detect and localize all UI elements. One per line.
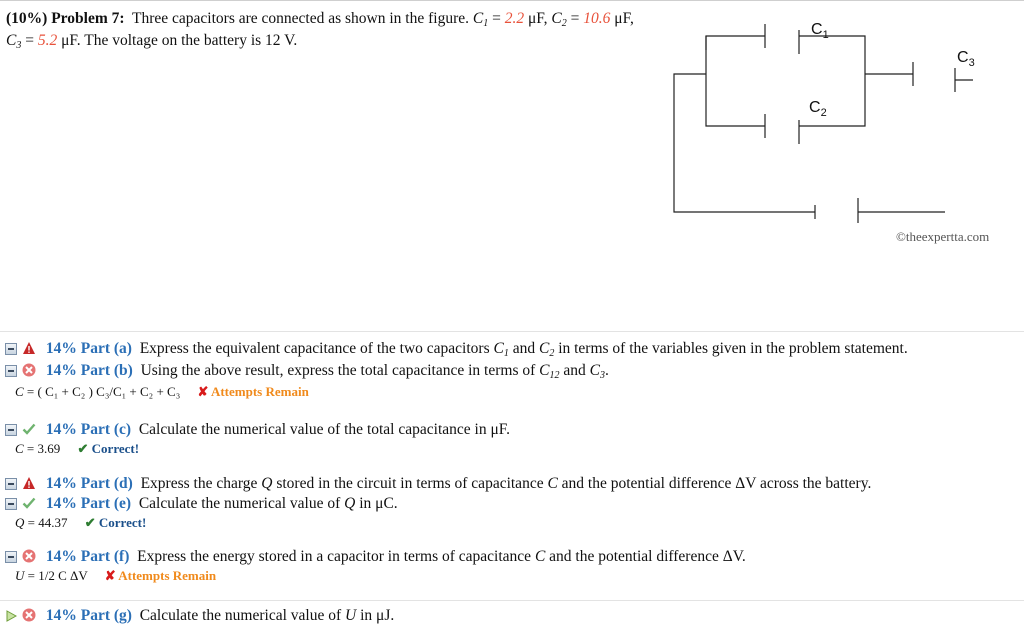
separator (0, 600, 1024, 601)
checkmark-icon (22, 422, 36, 436)
checkmark-icon: ✔ (77, 441, 89, 456)
wire-c2 (706, 36, 765, 126)
var: $C_2$ (538, 340, 555, 359)
label-c1: $C_1$ (811, 21, 829, 41)
answer-b (15, 383, 309, 401)
part-label[interactable]: 14% Part (f) (45, 548, 130, 565)
minus-square-icon[interactable] (5, 478, 17, 490)
part-text: Calculate the numerical value of (139, 607, 342, 624)
problem-label: Problem 7: (51, 10, 125, 27)
part-text: and the potential difference ΔV across the battery. (561, 475, 872, 492)
part-text: stored in the circuit in terms of capacitance (276, 475, 544, 492)
var: C (547, 475, 558, 492)
answer-variable: C (15, 384, 24, 399)
feedback-text: Correct! (98, 515, 147, 530)
answer-e (15, 514, 146, 532)
part-label[interactable]: 14% Part (c) (45, 421, 132, 438)
circuit-diagram (665, 8, 1024, 223)
wire-c1 (706, 36, 765, 50)
label-c3: $C_3$ (957, 49, 975, 69)
var: C (534, 548, 546, 565)
part-f (5, 547, 746, 567)
var: U (345, 607, 357, 624)
minus-square-icon[interactable] (5, 343, 17, 355)
answer-value: = 3.69 (26, 441, 61, 456)
c1-value: 2.2 (504, 10, 525, 27)
x-icon: ✘ (197, 384, 209, 399)
feedback-badge (198, 384, 309, 399)
problem-statement (6, 8, 646, 52)
part-text: Calculate the numerical value of (138, 495, 341, 512)
part-b (5, 361, 609, 381)
x-circle-icon (22, 608, 36, 622)
label-c2: $C_2$ (809, 99, 827, 119)
part-text: and (512, 340, 536, 357)
c2-unit: μF, (614, 10, 634, 27)
part-text: Express the equivalent capacitance of the two capacitors (139, 340, 490, 357)
var: $C_3$ (589, 362, 605, 381)
x-circle-icon (22, 549, 36, 563)
part-text: in μJ. (360, 607, 395, 624)
part-label[interactable]: 14% Part (g) (45, 607, 132, 624)
var: Q (261, 475, 273, 492)
x-circle-icon (22, 363, 36, 377)
warning-triangle-icon (22, 341, 36, 355)
answer-variable: Q (15, 515, 25, 530)
answer-variable: U (15, 568, 25, 583)
c3-unit-and-voltage: μF. The voltage on the battery is 12 V. (61, 32, 298, 49)
part-a (5, 339, 908, 359)
warning-triangle-icon (22, 476, 36, 490)
part-label[interactable]: 14% Part (b) (45, 362, 133, 379)
answer-variable: C (15, 441, 24, 456)
part-text: Express the energy stored in a capacitor in terms of capacitance (137, 548, 532, 565)
c1-unit: μF, (527, 10, 548, 27)
equals: = (492, 10, 501, 27)
part-label[interactable]: 14% Part (e) (45, 495, 132, 512)
feedback-text: Attempts Remain (118, 568, 217, 583)
part-text: in terms of the variables given in the problem statement. (558, 340, 908, 357)
answer-value: = ( C₁ + C₂ ) C₃/C₁ + C₂ + C₃ (26, 384, 181, 399)
checkmark-icon (22, 496, 36, 510)
part-text: and (563, 362, 586, 379)
var-c1: $C_1$ (472, 10, 489, 29)
c3-value: 5.2 (37, 32, 58, 49)
part-text: and the potential difference ΔV. (549, 548, 746, 565)
equals: = (570, 10, 580, 27)
feedback-badge (78, 441, 140, 456)
part-text: . (604, 362, 609, 379)
part-label[interactable]: 14% Part (a) (45, 340, 132, 357)
checkmark-icon: ✔ (84, 515, 96, 530)
minus-square-icon[interactable] (5, 365, 17, 377)
answer-c (15, 440, 139, 458)
feedback-text: Correct! (91, 441, 140, 456)
var: $C_{12}$ (539, 362, 560, 381)
var: Q (344, 495, 356, 512)
top-border (0, 0, 1024, 1)
part-c (5, 420, 510, 440)
feedback-badge (85, 515, 147, 530)
var-c2: $C_2$ (551, 10, 567, 29)
part-text: Calculate the numerical value of the total capacitance in μF. (138, 421, 511, 438)
var: $C_1$ (493, 340, 509, 359)
separator (0, 331, 1024, 332)
part-g (5, 606, 394, 626)
x-icon: ✘ (104, 568, 116, 583)
part-text: Express the charge (140, 475, 258, 492)
problem-text: Three capacitors are connected as shown in the figure. (132, 10, 469, 27)
part-text: Using the above result, express the total capacitance in terms of (140, 362, 536, 379)
part-e (5, 494, 398, 514)
minus-square-icon[interactable] (5, 424, 17, 436)
c2-value: 10.6 (583, 10, 611, 27)
play-triangle-icon[interactable] (5, 610, 17, 622)
answer-value: = 44.37 (27, 515, 68, 530)
answer-f (15, 567, 216, 585)
feedback-badge (105, 568, 216, 583)
part-label[interactable]: 14% Part (d) (45, 475, 133, 492)
problem-weight: (10%) (6, 10, 48, 27)
wire-left-loop (674, 74, 815, 212)
part-d (5, 474, 871, 494)
equals: = (25, 32, 34, 49)
part-text: in μC. (359, 495, 398, 512)
minus-square-icon[interactable] (5, 498, 17, 510)
var-c3: $C_3$ (6, 32, 22, 51)
feedback-text: Attempts Remain (210, 384, 309, 399)
minus-square-icon[interactable] (5, 551, 17, 563)
copyright-credit: ©theexpertta.com (896, 229, 990, 244)
answer-value: = 1/2 C ΔV (27, 568, 88, 583)
